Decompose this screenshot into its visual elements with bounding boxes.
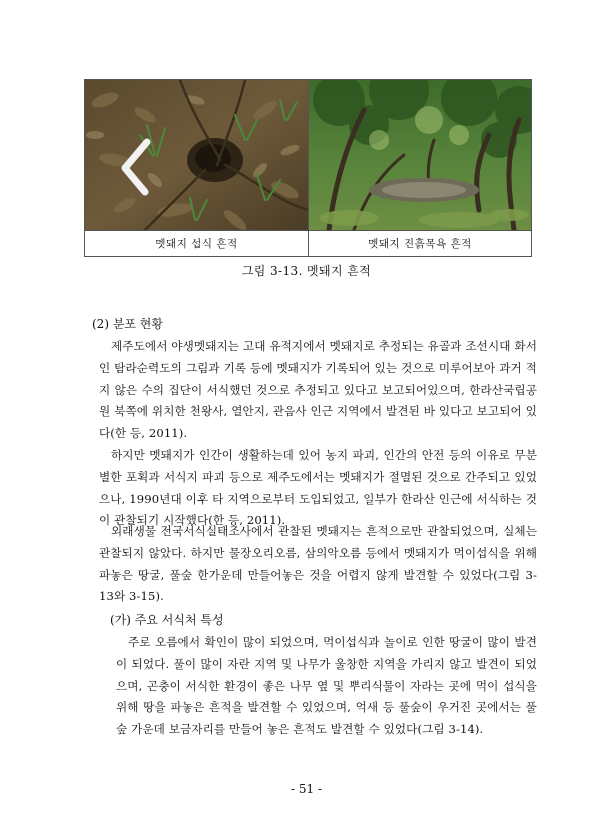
subsection-heading: (가) 주요 서식처 특성 bbox=[110, 613, 224, 627]
paragraph-1: 제주도에서 야생멧돼지는 고대 유적지에서 멧돼지로 추정되는 유골과 조선시대 화서인 탐라순력도의 그림과 기록 등에 멧돼지가 기록되어 있는 것으로 미루어보아 과거 적지 않은 수의 집단이 서식했던 것으로 추정되고 있다고 보고되어있으며, 한라산국립공원 북쪽에 위치한 천왕사, 열안지, 관음사 인근 지역에서 발견된 바 있다고 보고되어 있다(한 등, 2011). bbox=[99, 339, 537, 441]
page-number: - 51 - bbox=[290, 782, 322, 796]
feeding-trace-label: 멧돼지 섭식 흔적 bbox=[85, 231, 309, 256]
paragraph-4: 주로 오름에서 확인이 많이 되었으며, 먹이섭식과 놀이로 인한 땅굴이 많이 발견이 되었다. 풀이 많이 자란 지역 및 나무가 울창한 지역을 가리지 않고 발견이 되었으며, 곤충이 서식한 환경이 좋은 나무 옆 및 뿌리식물이 자라는 곳에 먹이 섭식을 위해 땅을 파놓은 흔적을 발견할 수 있었으며, 억새 등 풀숲이 우거진 곳에서는 풀숲 가운데 보금자리를 만들어 놓은 흔적도 발견할 수 있었다(그림 3-14). bbox=[116, 635, 537, 737]
figure-caption: 그림 3-13. 멧돼지 흔적 bbox=[241, 264, 372, 278]
paragraph-3: 외래생물 전국서식실태조사에서 관찰된 멧돼지는 흔적으로만 관찰되었으며, 실체는 관찰되지 않았다. 하지만 물장오리오름, 삼의악오름 등에서 멧돼지가 먹이섭식을 위해 파놓은 땅굴, 풀숲 한가운데 만들어놓은 것을 어렵지 않게 발견할 수 있었다(그림 3-13와 3-15). bbox=[99, 524, 537, 604]
figure-photo-table bbox=[84, 79, 532, 257]
mud-bath-trace-label: 멧돼지 진흙목욕 흔적 bbox=[368, 238, 472, 250]
mud-bath-trace-photo bbox=[309, 80, 531, 231]
paragraph-2: 하지만 멧돼지가 인간이 생활하는데 있어 농지 파괴, 인간의 안전 등의 이유로 무분별한 포획과 서식지 파괴 등으로 제주도에서는 멧돼지가 절멸된 것으로 간주되고 있었으나, 1990년대 이후 타 지역으로부터 도입되었고, 일부가 한라산 인근에 서식하는 것이 관찰되기 시작했다(한 등, 2011). bbox=[99, 448, 537, 528]
section-heading: (2) 분포 현황 bbox=[92, 317, 163, 331]
feeding-trace-photo bbox=[85, 80, 309, 231]
